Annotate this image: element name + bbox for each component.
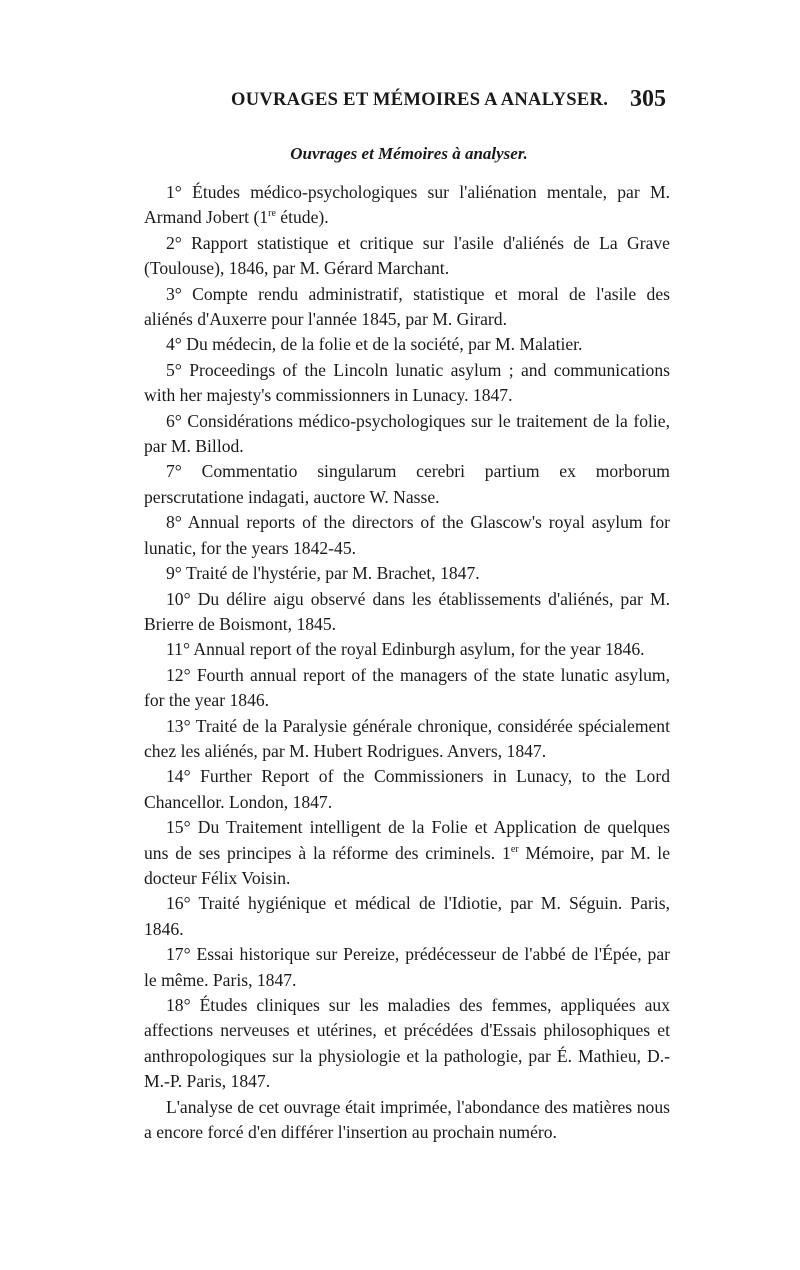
closing-note: L'analyse de cet ouvrage était imprimée, l'abondance des matières nous a encore forcé d'en différer l'insertion au prochain numéro.	[144, 1096, 670, 1143]
entry-number: 11°	[166, 639, 190, 660]
entry-text-tail: Mémoire, par M. le docteur Félix Voisin.	[144, 842, 671, 888]
entry-text: Annual reports of the directors of the Glascow's royal asylum for lunatic, for the years 1842-45.	[144, 512, 670, 558]
list-item	[144, 231, 670, 282]
list-item	[144, 637, 670, 662]
list-item	[144, 282, 670, 333]
list-item	[144, 663, 670, 714]
entry-superscript: re	[268, 208, 276, 220]
entry-number: 2°	[166, 232, 182, 253]
list-item	[144, 409, 670, 460]
entry-text: Du délire aigu observé dans les établissements d'aliénés, par M. Brierre de Boismont, 1845.	[144, 588, 671, 634]
running-title: OUVRAGES ET MÉMOIRES A ANALYSER.	[231, 90, 609, 110]
entry-text: Traité de l'hystérie, par M. Brachet, 1847.	[185, 563, 480, 584]
entry-text: Fourth annual report of the managers of the state lunatic asylum, for the year 1846.	[144, 664, 670, 711]
section-title: Ouvrages et Mémoires à analyser.	[290, 144, 528, 163]
entry-number: 12°	[166, 664, 191, 685]
entry-number: 3°	[166, 283, 182, 304]
entry-text: Commentatio singularum cerebri partium ex morborum perscrutatione indagati, auctore W. Nasse.	[144, 461, 670, 507]
entry-text: Proceedings of the Lincoln lunatic asylum ; and communications with her majesty's commissionners in Lunacy. 1847.	[144, 359, 670, 406]
entry-number: 5°	[166, 359, 182, 380]
entry-number: 17°	[166, 944, 191, 965]
entry-text: Traité de la Paralysie générale chronique, considérée spécialement chez les aliénés, par M. Hubert Rodrigues. Anvers, 1847.	[144, 715, 670, 761]
entry-text: Considérations médico-psychologiques sur le traitement de la folie, par M. Billod.	[144, 410, 670, 457]
entry-number: 7°	[166, 461, 182, 482]
entry-text: Études cliniques sur les maladies des femmes, appliquées aux affections nerveuses et utérines, et précédées d'Essais philosophiques et anthropologiques sur la physiologie et la pathologie, par É. Mathieu, D.-M.-P. Paris, 1847.	[144, 995, 671, 1092]
list-item	[144, 815, 670, 891]
entry-text: Du Traitement intelligent de la Folie et Application de quelques uns de ses principes à la réforme des criminels. 1	[144, 817, 670, 863]
page-number: 305	[630, 86, 666, 112]
entry-number: 15°	[166, 817, 191, 838]
entry-number: 6°	[166, 410, 182, 431]
list-item	[144, 561, 670, 586]
entry-text-tail: étude).	[275, 207, 329, 228]
entry-number: 18°	[166, 995, 191, 1015]
entry-text: Annual report of the royal Edinburgh asylum, for the year 1846.	[193, 639, 645, 660]
list-item	[144, 942, 670, 993]
entry-number: 4°	[166, 334, 182, 355]
list-item	[144, 587, 670, 638]
entry-number: 16°	[166, 893, 191, 914]
running-head	[0, 86, 800, 124]
entry-text: Traité hygiénique et médical de l'Idiotie, par M. Séguin. Paris, 1846.	[144, 893, 670, 939]
entry-list	[144, 180, 670, 1145]
list-item	[144, 993, 670, 1095]
entry-text: Du médecin, de la folie et de la société, par M. Malatier.	[186, 334, 583, 355]
list-item	[144, 459, 670, 510]
list-item	[144, 358, 670, 409]
entry-text: Rapport statistique et critique sur l'asile d'aliénés de La Grave (Toulouse), 1846, par M. Gérard Marchant.	[144, 232, 670, 279]
entry-text: Essai historique sur Pereize, prédécesseur de l'abbé de l'Épée, par le même. Paris, 1847.	[144, 944, 671, 990]
entry-number: 13°	[166, 715, 191, 736]
entry-number: 10°	[166, 588, 191, 609]
list-item	[144, 764, 670, 815]
entry-number: 8°	[166, 512, 182, 533]
list-item	[144, 714, 670, 765]
list-item	[144, 510, 670, 561]
entry-text: Compte rendu administratif, statistique et moral de l'asile des aliénés d'Auxerre pour l'année 1845, par M. Girard.	[144, 283, 670, 330]
entry-number: 9°	[166, 563, 182, 584]
entry-number: 1°	[166, 182, 182, 202]
entry-text: Further Report of the Commissioners in Lunacy, to the Lord Chancellor. London, 1847.	[144, 766, 670, 812]
list-item	[144, 891, 670, 942]
entry-text: Études médico-psychologiques sur l'aliénation mentale, par M. Armand Jobert (1	[144, 182, 670, 228]
entry-number: 14°	[166, 766, 191, 787]
entry-superscript: er	[510, 843, 519, 855]
list-item	[144, 180, 670, 231]
list-item	[144, 332, 670, 357]
